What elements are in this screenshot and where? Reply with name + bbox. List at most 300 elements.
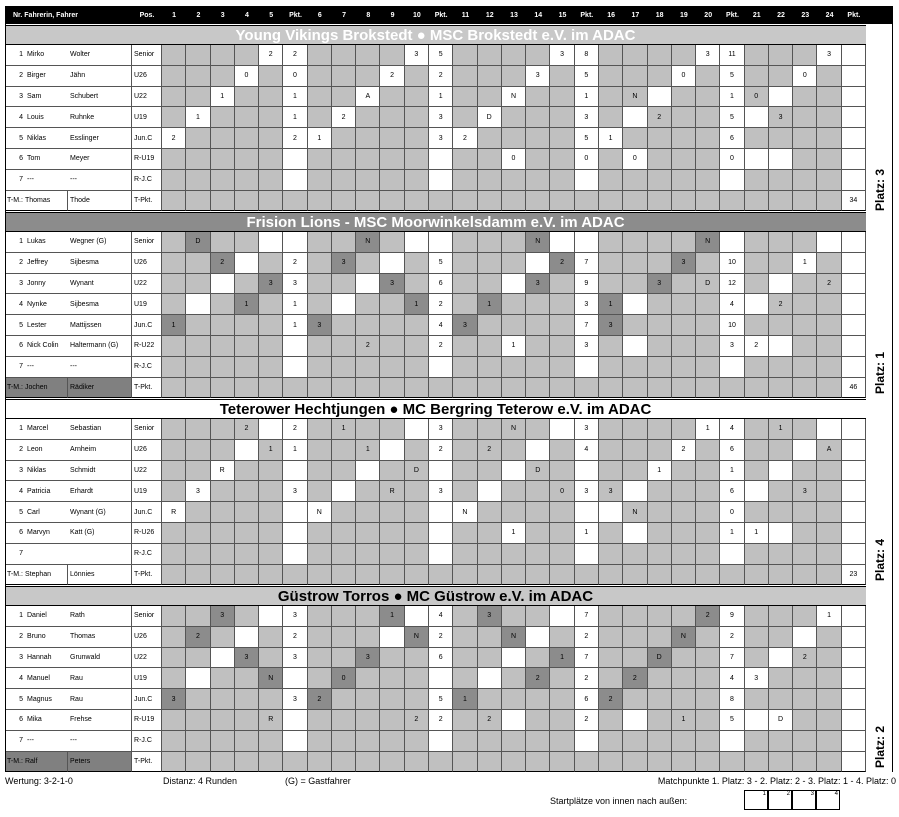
heat-cell: [526, 648, 550, 669]
heat-cell: [211, 648, 235, 669]
heat-cell: 2: [332, 107, 356, 128]
heat-cell: [211, 668, 235, 689]
header-col-17: Pkt.: [580, 11, 594, 19]
rider-points: [283, 170, 307, 191]
heat-cell: [453, 274, 477, 295]
heat-cell: [526, 523, 550, 544]
heat-cell: [162, 232, 186, 253]
heat-cell: [672, 419, 696, 440]
manager-cell: [672, 565, 696, 586]
heat-cell: [453, 440, 477, 461]
tm-first-name: Jochen: [24, 383, 48, 391]
rider-points: 1: [283, 107, 307, 128]
rider-position: R-U26: [132, 523, 162, 544]
heat-cell: 2: [526, 668, 550, 689]
heat-cell: D: [648, 648, 672, 669]
heat-cell: [332, 523, 356, 544]
heat-cell: [648, 481, 672, 502]
heat-cell: [769, 253, 793, 274]
rider-points: 1: [720, 461, 744, 482]
rider-number: 7: [5, 731, 25, 752]
heat-cell: [162, 170, 186, 191]
heat-cell: [817, 668, 841, 689]
rider-points: 2: [283, 253, 307, 274]
heat-cell: [380, 502, 404, 523]
heat-cell: [550, 315, 574, 336]
team-title: Young Vikings Brokstedt ● MSC Brokstedt e.V. im ADAC: [5, 25, 866, 45]
heat-cell: [186, 274, 210, 295]
heat-cell: [793, 315, 817, 336]
heat-cell: [356, 45, 380, 66]
rider-number: 7: [5, 357, 25, 378]
rider-number: 3: [5, 87, 25, 108]
heat-cell: 3: [745, 668, 769, 689]
heat-cell: [211, 170, 235, 191]
heat-cell: 2: [648, 107, 672, 128]
header-col-28: Pkt.: [847, 11, 861, 19]
heat-cell: [186, 87, 210, 108]
heat-cell: [696, 440, 720, 461]
manager-cell: [745, 565, 769, 586]
rider-points: 7: [575, 648, 599, 669]
heat-cell: 2: [356, 336, 380, 357]
heat-cell: [696, 149, 720, 170]
team-total: 23: [842, 565, 866, 586]
heat-cell: [623, 336, 647, 357]
rider-points: 2: [575, 668, 599, 689]
manager-cell: [283, 752, 307, 773]
heat-cell: 1: [793, 253, 817, 274]
tm-label: T-M.:: [7, 383, 23, 391]
rider-number: 2: [5, 253, 25, 274]
heat-cell: [623, 481, 647, 502]
heat-cell: [599, 544, 623, 565]
heat-cell: [259, 461, 283, 482]
rider-points: 6: [720, 128, 744, 149]
manager-cell: [235, 191, 259, 212]
rider-points: 3: [283, 274, 307, 295]
heat-cell: [696, 66, 720, 87]
heat-cell: 1: [405, 294, 429, 315]
heat-cell: [162, 107, 186, 128]
rider-last-name: Katt (G): [68, 523, 132, 544]
rider-points: [283, 544, 307, 565]
heat-cell: [817, 107, 841, 128]
heat-cell: [405, 357, 429, 378]
heat-cell: [478, 419, 502, 440]
header-col-10: 10: [412, 11, 421, 19]
heat-cell: [453, 544, 477, 565]
rider-number: 4: [5, 668, 25, 689]
rider-points: 3: [283, 481, 307, 502]
heat-cell: [356, 274, 380, 295]
heat-cell: [672, 128, 696, 149]
heat-cell: [745, 253, 769, 274]
heat-cell: [356, 502, 380, 523]
heat-cell: N: [623, 502, 647, 523]
manager-cell: [745, 378, 769, 399]
heat-cell: [817, 294, 841, 315]
heat-cell: 3: [526, 66, 550, 87]
manager-cell: [308, 191, 332, 212]
heat-cell: 1: [211, 87, 235, 108]
heat-cell: [550, 627, 574, 648]
heat-cell: N: [453, 502, 477, 523]
heat-cell: [478, 523, 502, 544]
manager-cell: [405, 378, 429, 399]
heat-cell: [672, 668, 696, 689]
heat-cell: [478, 232, 502, 253]
heat-cell: [745, 419, 769, 440]
rider-points: 1: [283, 440, 307, 461]
heat-cell: [648, 336, 672, 357]
heat-cell: 3: [599, 315, 623, 336]
heat-cell: N: [356, 232, 380, 253]
heat-cell: [235, 461, 259, 482]
rider-points: 0: [720, 502, 744, 523]
heat-cell: [235, 274, 259, 295]
manager-cell: [429, 191, 453, 212]
header-col-16: 15: [558, 11, 567, 19]
heat-cell: [259, 128, 283, 149]
manager-cell: [745, 752, 769, 773]
rider-points: 5: [429, 689, 453, 710]
manager-cell: [478, 378, 502, 399]
heat-cell: [648, 440, 672, 461]
rider-last-name: Mattijssen: [68, 315, 132, 336]
header-pos-label: Pos.: [139, 11, 155, 19]
heat-cell: [550, 357, 574, 378]
rider-first-name: Nick Colin: [25, 336, 68, 357]
heat-cell: [599, 87, 623, 108]
heat-cell: [186, 648, 210, 669]
heat-cell: [332, 627, 356, 648]
manager-cell: [623, 565, 647, 586]
heat-cell: [623, 128, 647, 149]
heat-cell: [623, 648, 647, 669]
manager-cell: [283, 565, 307, 586]
rider-points: 3: [720, 336, 744, 357]
heat-cell: [526, 544, 550, 565]
heat-cell: [745, 294, 769, 315]
heat-cell: [842, 87, 866, 108]
heat-cell: N: [502, 87, 526, 108]
heat-cell: [235, 606, 259, 627]
heat-cell: [162, 440, 186, 461]
heat-cell: [769, 315, 793, 336]
heat-cell: [842, 689, 866, 710]
rider-position: Jun.C: [132, 128, 162, 149]
rider-first-name: Marcel: [25, 419, 68, 440]
heat-cell: [842, 419, 866, 440]
manager-cell: [405, 191, 429, 212]
heat-cell: [186, 440, 210, 461]
rider-last-name: Sijbesma: [68, 253, 132, 274]
heat-cell: [380, 336, 404, 357]
rider-points: [283, 149, 307, 170]
heat-cell: [380, 523, 404, 544]
heat-cell: [332, 170, 356, 191]
heat-cell: [235, 253, 259, 274]
heat-cell: [211, 274, 235, 295]
heat-cell: 2: [453, 128, 477, 149]
heat-cell: [186, 544, 210, 565]
heat-cell: [186, 149, 210, 170]
heat-cell: [356, 606, 380, 627]
scoring-note: Wertung: 3-2-1-0: [5, 776, 73, 786]
header-name-label: Nr. Fahrerin, Fahrer: [13, 11, 78, 19]
rider-points: 3: [575, 419, 599, 440]
heat-cell: [332, 45, 356, 66]
heat-cell: 3: [648, 274, 672, 295]
rider-number: 6: [5, 336, 25, 357]
heat-cell: [526, 128, 550, 149]
manager-cell: [429, 752, 453, 773]
heat-cell: [842, 606, 866, 627]
heat-cell: [599, 232, 623, 253]
heat-cell: [623, 315, 647, 336]
distance-note: Distanz: 4 Runden: [163, 776, 238, 786]
heat-cell: [478, 461, 502, 482]
heat-cell: [817, 544, 841, 565]
heat-cell: [696, 294, 720, 315]
header-col-4: 5: [269, 11, 274, 19]
heat-cell: [162, 66, 186, 87]
rider-first-name: Marvyn: [25, 523, 68, 544]
heat-cell: [696, 544, 720, 565]
rider-last-name: Jähn: [68, 66, 132, 87]
heat-cell: [526, 606, 550, 627]
heat-cell: [599, 710, 623, 731]
heat-cell: [769, 461, 793, 482]
heat-cell: N: [672, 627, 696, 648]
heat-cell: [211, 731, 235, 752]
heat-cell: 1: [745, 523, 769, 544]
team-title: Teterower Hechtjungen ● MC Bergring Teterow e.V. im ADAC: [5, 399, 866, 419]
heat-cell: [842, 315, 866, 336]
rider-last-name: Esslinger: [68, 128, 132, 149]
rider-first-name: Lester: [25, 315, 68, 336]
heat-cell: [332, 461, 356, 482]
heat-cell: [769, 502, 793, 523]
heat-cell: [211, 336, 235, 357]
heat-cell: [769, 170, 793, 191]
heat-cell: [478, 253, 502, 274]
heat-cell: [769, 606, 793, 627]
heat-cell: [453, 627, 477, 648]
team-manager-label: [5, 378, 68, 399]
heat-cell: [478, 481, 502, 502]
placement-label: Platz: 1: [872, 352, 887, 395]
heat-cell: [793, 128, 817, 149]
rider-points: [283, 502, 307, 523]
heat-cell: [356, 294, 380, 315]
heat-cell: [648, 606, 672, 627]
heat-cell: [211, 357, 235, 378]
heat-cell: 1: [502, 523, 526, 544]
rider-position: R-J.C: [132, 357, 162, 378]
rider-points: [429, 523, 453, 544]
gate-box: 4: [816, 790, 840, 810]
heat-cell: [235, 523, 259, 544]
rider-number: 1: [5, 232, 25, 253]
heat-cell: [769, 689, 793, 710]
heat-cell: [623, 689, 647, 710]
heat-cell: [599, 357, 623, 378]
rider-position: U22: [132, 87, 162, 108]
heat-cell: [332, 336, 356, 357]
heat-cell: [696, 648, 720, 669]
heat-cell: [453, 149, 477, 170]
heat-cell: [623, 66, 647, 87]
rider-number: 1: [5, 45, 25, 66]
heat-cell: [817, 128, 841, 149]
heat-cell: [526, 502, 550, 523]
heat-cell: [842, 440, 866, 461]
rider-last-name: ---: [68, 731, 132, 752]
heat-cell: [842, 481, 866, 502]
heat-cell: [380, 149, 404, 170]
heat-cell: [817, 523, 841, 544]
header-col-22: 20: [704, 11, 713, 19]
heat-cell: [453, 419, 477, 440]
heat-cell: [793, 419, 817, 440]
manager-cell: [308, 752, 332, 773]
heat-cell: 2: [308, 689, 332, 710]
heat-cell: [308, 710, 332, 731]
rider-first-name: Leon: [25, 440, 68, 461]
rider-number: 7: [5, 170, 25, 191]
heat-cell: [648, 689, 672, 710]
heat-cell: 1: [308, 128, 332, 149]
rider-last-name: Wegner (G): [68, 232, 132, 253]
heat-cell: [550, 502, 574, 523]
rider-position: R-J.C: [132, 170, 162, 191]
tm-first-name: Thomas: [24, 196, 51, 204]
heat-cell: [696, 481, 720, 502]
heat-cell: [308, 336, 332, 357]
manager-cell: [575, 191, 599, 212]
heat-cell: [186, 502, 210, 523]
rider-number: 3: [5, 461, 25, 482]
heat-cell: [356, 357, 380, 378]
rider-position: U19: [132, 481, 162, 502]
heat-cell: [793, 710, 817, 731]
heat-cell: [648, 419, 672, 440]
heat-cell: [842, 253, 866, 274]
heat-cell: [550, 107, 574, 128]
heat-cell: [186, 315, 210, 336]
rider-points: 1: [429, 87, 453, 108]
heat-cell: [817, 232, 841, 253]
heat-cell: [405, 87, 429, 108]
heat-cell: D: [186, 232, 210, 253]
heat-cell: 3: [453, 315, 477, 336]
heat-cell: [769, 668, 793, 689]
rider-number: 7: [5, 544, 25, 565]
rider-position: R-J.C: [132, 544, 162, 565]
rider-number: 2: [5, 440, 25, 461]
heat-cell: [696, 357, 720, 378]
header-col-14: 13: [510, 11, 518, 19]
manager-cell: [162, 565, 186, 586]
heat-cell: [356, 107, 380, 128]
heat-cell: [308, 419, 332, 440]
heat-cell: [308, 66, 332, 87]
heat-cell: [502, 544, 526, 565]
heat-cell: [842, 232, 866, 253]
heat-cell: [623, 523, 647, 544]
rider-points: [283, 461, 307, 482]
heat-cell: 1: [380, 606, 404, 627]
heat-cell: [745, 689, 769, 710]
heat-cell: [842, 668, 866, 689]
rider-points: 2: [429, 710, 453, 731]
rider-points: 5: [575, 66, 599, 87]
manager-cell: [769, 565, 793, 586]
heat-cell: [186, 45, 210, 66]
heat-cell: [745, 107, 769, 128]
rider-first-name: ---: [25, 731, 68, 752]
heat-cell: [502, 710, 526, 731]
heat-cell: 1: [769, 419, 793, 440]
heat-cell: [162, 274, 186, 295]
heat-cell: 1: [332, 419, 356, 440]
heat-cell: 3: [186, 481, 210, 502]
heat-cell: [380, 689, 404, 710]
heat-cell: 0: [332, 668, 356, 689]
heat-cell: [235, 668, 259, 689]
heat-cell: [259, 481, 283, 502]
rider-position: U26: [132, 627, 162, 648]
rider-points: [720, 731, 744, 752]
heat-cell: [162, 627, 186, 648]
heat-cell: [259, 253, 283, 274]
heat-cell: [526, 689, 550, 710]
heat-cell: [405, 689, 429, 710]
heat-cell: [793, 149, 817, 170]
heat-cell: [648, 232, 672, 253]
heat-cell: N: [526, 232, 550, 253]
rider-points: 1: [575, 523, 599, 544]
heat-cell: [550, 170, 574, 191]
manager-cell: [405, 565, 429, 586]
heat-cell: [745, 544, 769, 565]
manager-cell: [211, 378, 235, 399]
heat-cell: [162, 668, 186, 689]
heat-cell: 1: [478, 294, 502, 315]
heat-cell: [550, 544, 574, 565]
rider-position: Senior: [132, 419, 162, 440]
right-border: [892, 6, 893, 772]
heat-cell: [186, 461, 210, 482]
rider-points: 3: [575, 336, 599, 357]
heat-cell: [478, 315, 502, 336]
heat-cell: N: [623, 87, 647, 108]
header-col-21: 19: [680, 11, 688, 19]
heat-cell: [599, 45, 623, 66]
heat-cell: 0: [793, 66, 817, 87]
heat-cell: [259, 627, 283, 648]
heat-cell: [259, 336, 283, 357]
manager-cell: [308, 565, 332, 586]
heat-cell: [332, 66, 356, 87]
heat-cell: [356, 481, 380, 502]
manager-cell: [502, 565, 526, 586]
heat-cell: [696, 170, 720, 191]
gate-box: 3: [792, 790, 816, 810]
left-border: [5, 6, 6, 772]
